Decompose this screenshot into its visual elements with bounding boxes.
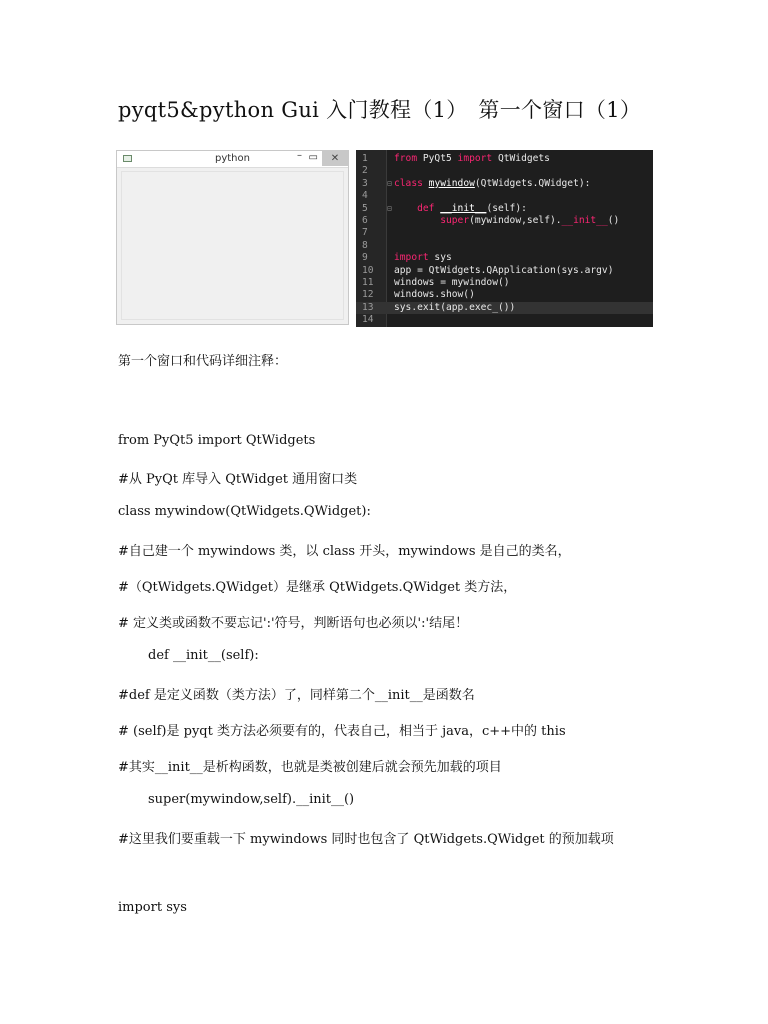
code-line: [356, 203, 653, 215]
code-token: [394, 215, 440, 226]
fold-toggle-icon[interactable]: ⊟: [387, 178, 392, 188]
line-number: 10: [362, 264, 374, 276]
line-number: 9: [362, 252, 368, 264]
body-text-line: #从 PyQt 库导入 QtWidget 通用窗口类: [118, 472, 358, 487]
code-token: PyQt5: [417, 153, 458, 164]
qt-window-preview: [116, 150, 349, 325]
code-token: windows = mywindow(): [394, 277, 510, 288]
body-text-line: def __init__(self):: [148, 648, 259, 663]
code-token: (mywindow,self).: [469, 215, 562, 226]
code-token: __init__: [561, 215, 608, 226]
code-line: [356, 153, 653, 165]
body-text-line: from PyQt5 import QtWidgets: [118, 433, 316, 448]
code-token: import: [457, 153, 493, 164]
code-line: [356, 190, 653, 202]
code-text: [394, 178, 590, 190]
code-text: [394, 277, 510, 289]
code-line: [356, 252, 653, 264]
qt-window-client-area: [121, 171, 344, 320]
line-number: 12: [362, 289, 374, 301]
line-number: 5: [362, 202, 368, 214]
line-number: 2: [362, 165, 368, 177]
code-text: [394, 203, 527, 215]
code-line: [356, 215, 653, 227]
body-text-line: class mywindow(QtWidgets.QWidget):: [118, 504, 371, 519]
close-icon[interactable]: ✕: [322, 151, 348, 166]
code-token: sys: [428, 252, 452, 264]
code-token: app = QtWidgets.QApplication(sys.argv): [394, 264, 614, 276]
code-line: [356, 314, 653, 326]
page-title: pyqt5&python Gui 入门教程（1） 第一个窗口（1）: [118, 98, 642, 122]
line-number: 13: [362, 301, 374, 313]
line-number: 8: [362, 239, 368, 251]
line-number: 7: [362, 227, 368, 239]
body-text-line: #（QtWidgets.QWidget）是继承 QtWidgets.QWidget 类方法，: [118, 580, 517, 595]
screenshot-figure: [116, 150, 653, 327]
section-caption: 第一个窗口和代码详细注释：: [118, 354, 288, 369]
code-token: [394, 203, 417, 214]
body-text-line: #def 是定义函数（类方法）了，同样第二个__init__是函数名: [118, 688, 475, 703]
body-text-line: import sys: [118, 900, 187, 915]
body-text-line: #其实__init__是析构函数，也就是类被创建后就会预先加载的项目: [118, 760, 502, 775]
code-text: [394, 215, 619, 227]
code-line: [356, 302, 653, 314]
code-token: QtWidgets: [492, 153, 550, 164]
minimize-icon[interactable]: –: [297, 150, 302, 161]
code-line: [356, 178, 653, 190]
maximize-icon[interactable]: ▭: [308, 152, 318, 163]
code-text: [394, 289, 475, 301]
code-editor: [356, 150, 653, 327]
code-token: sys.exit(app.exec_()): [394, 301, 516, 313]
code-token: __init__: [440, 202, 487, 214]
code-token: windows.show(): [394, 289, 475, 301]
line-number: 4: [362, 190, 368, 202]
code-token: (QtWidgets.QWidget):: [474, 177, 591, 189]
code-text: [394, 153, 550, 165]
code-line: [356, 165, 653, 177]
code-line: [356, 227, 653, 239]
body-text-line: #自己建一个 mywindows 类，以 class 开头，mywindows 是自己的类名，: [118, 544, 571, 559]
code-token: mywindow: [428, 177, 475, 189]
body-text-line: super(mywindow,self).__init__(): [148, 792, 355, 807]
code-token: (): [607, 215, 620, 226]
body-text-line: #这里我们要重载一下 mywindows 同时也包含了 QtWidgets.QWidget 的预加载项: [118, 832, 614, 847]
line-number: 11: [362, 277, 374, 288]
line-number: 1: [362, 153, 368, 164]
code-line: [356, 289, 653, 301]
code-token: import: [394, 252, 429, 264]
qt-titlebar: [117, 151, 348, 168]
code-text: [394, 265, 614, 277]
code-line: [356, 240, 653, 252]
code-token: super: [440, 215, 470, 226]
line-number: 3: [362, 177, 368, 189]
body-text-line: # (self)是 pyqt 类方法必须要有的，代表自己，相当于 java，c++中的 this: [118, 724, 566, 739]
line-number: 14: [362, 314, 374, 326]
body-text-line: # 定义类或函数不要忘记':'符号，判断语句也必须以':'结尾！: [118, 616, 469, 631]
fold-toggle-icon[interactable]: ⊟: [387, 203, 392, 213]
code-token: from: [394, 153, 418, 164]
code-token: def: [417, 202, 435, 214]
code-text: [394, 302, 515, 314]
code-token: (self):: [486, 202, 527, 214]
code-token: class: [394, 177, 423, 189]
code-text: [394, 252, 452, 264]
line-number: 6: [362, 215, 368, 226]
code-line: [356, 265, 653, 277]
code-line: [356, 277, 653, 289]
qt-window-title: python: [215, 153, 250, 164]
